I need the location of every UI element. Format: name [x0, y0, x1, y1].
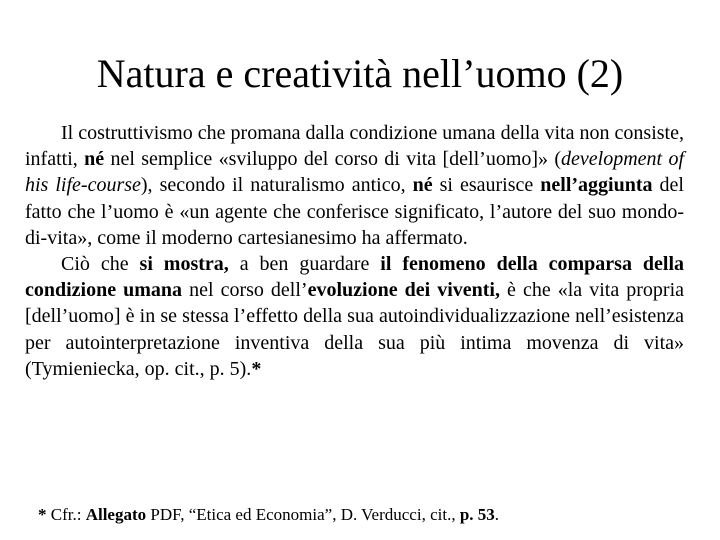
p1-text-4: si esaurisce	[432, 174, 541, 197]
p2-text-1: Ciò che	[61, 253, 140, 276]
p1-text-2: nel semplice «sviluppo del corso di vita [dell’uomo]» (	[104, 148, 562, 171]
p2-bold-si-mostra: si mostra,	[139, 253, 229, 276]
footnote	[38, 504, 698, 526]
p2-text-3: nel corso dell’	[182, 279, 308, 302]
p2-bold-evoluzione: evoluzione dei viventi,	[307, 279, 500, 302]
footnote-reference: PDF, “Etica ed Economia”, D. Verducci, cit.,	[146, 505, 460, 524]
footnote-marker: *	[251, 357, 262, 380]
paragraph-1	[25, 120, 684, 251]
footnote-allegato: Allegato	[85, 505, 147, 524]
p1-bold-aggiunta: nell’aggiunta	[540, 174, 653, 197]
footnote-page: p. 53	[459, 505, 495, 524]
p1-text-1: Il costruttivismo che promana dalla condizione umana della vita non consiste, infatti,	[25, 122, 684, 171]
p1-italic-english: development of his life-course	[25, 148, 685, 197]
paragraph-2	[25, 251, 684, 382]
footnote-cfr: Cfr.:	[50, 505, 86, 524]
p2-bold-fenomeno: il fenomeno della comparsa della condizione umana	[25, 253, 684, 302]
p1-text-3: ), secondo il naturalismo antico,	[140, 174, 413, 197]
slide-body	[25, 120, 684, 382]
p2-text-4: è che «la vita propria [dell’uomo] è in se stessa l’effetto della sua autoindividualizzazione nell’esistenza per autointerpretazione inventiva della sua più intima movenza di vita» (Tymieniecka, op. cit., p. 5).	[25, 279, 685, 380]
slide-title: Natura e creatività nell’uomo (2)	[96, 51, 624, 96]
footnote-asterisk: *	[38, 505, 51, 524]
footnote-period: .	[494, 505, 500, 524]
p1-text-5: del fatto che l’uomo è «un agente che conferisce significato, l’autore del suo mondo-di-vita», come il moderno cartesianesimo ha affermato.	[25, 174, 684, 249]
p2-text-2: a ben guardare	[228, 253, 381, 276]
p1-bold-ne-2: né	[412, 174, 433, 197]
p1-bold-ne-1: né	[84, 148, 105, 171]
